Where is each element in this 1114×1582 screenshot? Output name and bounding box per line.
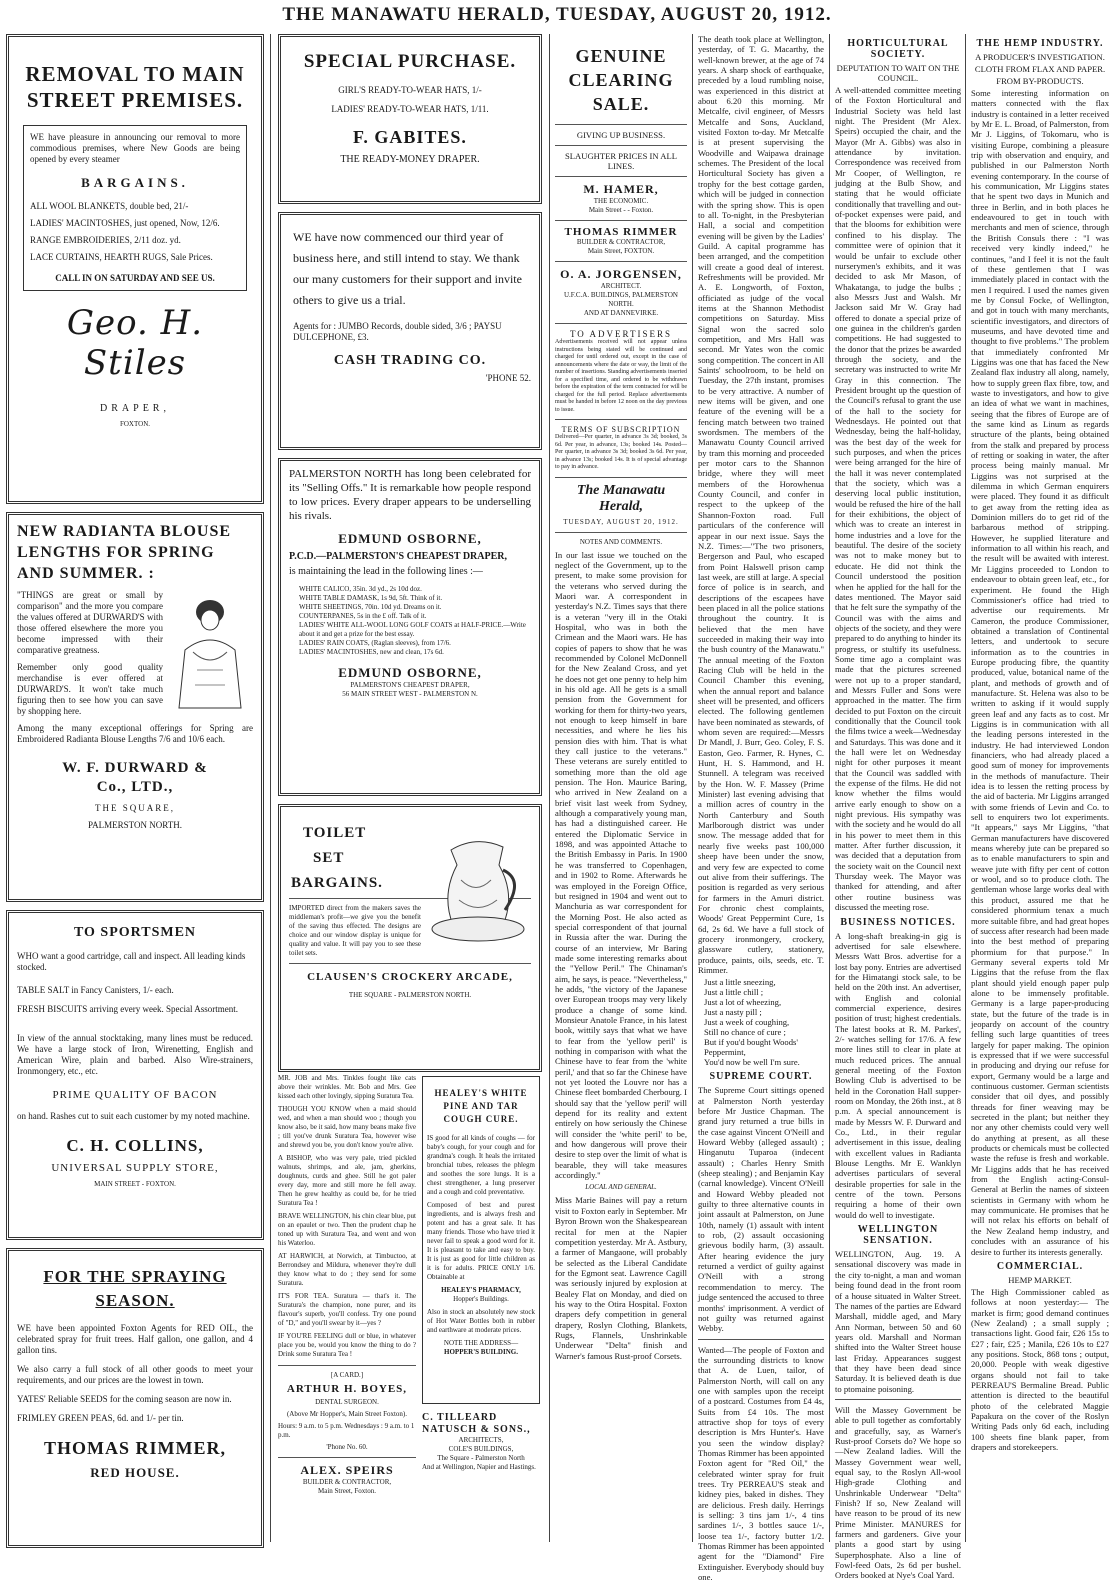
commercial-heading: COMMERCIAL. <box>996 1260 1084 1272</box>
rimmer-location: RED HOUSE. <box>90 1465 180 1480</box>
healey-p3: Also in stock an absolutely new stock of Hot Water Bottles both in rubber and earthware at moderate prices. <box>427 1308 535 1334</box>
suratura-verse: MR. JOB and Mrs. Tinkles fought like cats above their wrinkles. Mr. Bob and Mrs. Gee kissed each other lovingly, sipping Suratura Tea. <box>278 1074 416 1100</box>
rimmer-p3: YATES' Reliable SEEDS for the coming season are now in. <box>17 1394 232 1404</box>
boyes-profession: DENTAL SURGEON. <box>315 1398 379 1406</box>
gabites-sub: THE READY-MONEY DRAPER. <box>340 154 480 165</box>
boyes-card: [A CARD.] <box>330 1371 364 1379</box>
osborne-foot: EDMUND OSBORNE, <box>338 665 482 680</box>
poem-line: Just a little sneezing, <box>704 977 776 988</box>
collins-name: C. H. COLLINS, <box>66 1136 204 1155</box>
horticultural-heading: HORTICULTURAL SOCIETY. <box>847 38 949 60</box>
notes-body: In our last issue we touched on the neglect of the Government, up to the present, to make some provision for the veterans who served during the Maori war. A correspondent in yesterday's N.Z. Times says that there is a veteran "very ill in the Otaki Hospital, who was in both the Crimean and the Maori wars. He has copies of papers to show that he was recommended by Colonel McDonnell for the New Zealand Cross, and yet he does not get one penny to help him in his old age. All he gets is a small pension from the Government for working for them for thirty-two years, not enough to keep himself in bare necessities, and where he lies his pension dies with him. That is what they call justice to the veterans." These veterans are surely entitled to something more than the old age pension. The Hon. Maurice Baring, who arrived in New Zealand on a brief visit last week from Sydney, although a comparatively young man, has had a distinguished career. He entered the Diplomatic Service in 1898, and was appointed Attache to the British Embassy in Paris. In 1900 he was transferred to Copenhagen, and in 1902 to Rome. Afterwards he was employed in the Foreign Office, but resigned in 1904 and went out to Manchuria as war correspondent for the Morning Post. He also acted as special correspondent of that journal in Russia after the war. During the course of an interview, Mr Baring made some interesting remarks about the "Yellow Peril." The Chinaman's aim, he says, is peace. "Nevertheless," he adds, "the victory of the Japanese over European troops may very likely produce a change of some kind. Monsieur Anatole France, in his latest book, wittily says that what we have to fear from the 'yellow peril' is nothing in comparison with what the Chinese have to fear from the 'white peril,' and that so far the Chinese have not yet looted the Louvre nor has a Chinese fleet bombarded Cherbourg. I should say that the 'yellow peril' will depend for its reality and extent entirely on how seriously the Chinese will consider the 'white peril' to be, and how dangerous will prove their desire to step over the limit of what is bearable, they will take measures accordingly." <box>555 549 687 1181</box>
column-2 <box>278 34 542 1544</box>
osborne-intro: PALMERSTON NORTH has long been celebrated for its "Selling Offs." It is remarkable how people respond to low prices. Every draper appears to be underselling his rivals. <box>289 468 531 522</box>
osborne-foot-2: PALMERSTON'S CHEAPEST DRAPER, <box>350 681 470 689</box>
suratura-verse: BRAVE WELLINGTON, his chin clear blue, put on an epaulet or two. Then the prudent chap he toned up with Suratura Tea, and went and won his Waterloo. <box>278 1212 416 1247</box>
osborne-item: LADIES' MACINTOSHES, new and clean, 17s 6d. <box>299 648 444 656</box>
durward-ad <box>6 512 264 902</box>
column-rule <box>965 34 966 1542</box>
cash-text: WE have now commenced our third year of business here, and still intend to stay. We thank our many customers for their support and invite others to give us a trial. <box>293 230 522 307</box>
gabites-title: SPECIAL PURCHASE. <box>303 51 517 72</box>
column-5 <box>835 34 962 1581</box>
sensation-heading: WELLINGTON SENSATION. <box>857 1224 939 1247</box>
column-3 <box>555 34 687 1544</box>
collins-bacon: PRIME QUALITY OF BACON <box>52 1089 218 1101</box>
hamer-name: M. HAMER, <box>583 182 659 196</box>
hemp-market-heading: HEMP MARKET. <box>1008 1274 1072 1285</box>
suratura-verse: AT HARWICH, at Norwich, at Timbuctoo, at Berrondsey and Mildura, whenever they're dull they know what to do ; they send for some Suratura. <box>278 1252 416 1287</box>
suratura-verse: A BISHOP, who was very pale, tried pickled walnuts, shrimps, and ale, jam, gherkins, doughnuts, curds and ghee. Still he got paler every day, more and still more he fell away. Then he grew healthy as could be, for he tried Suratura Tea ! <box>278 1154 416 1207</box>
gabites-name: F. GABITES. <box>353 127 467 147</box>
suratura-verse: IT'S FOR TEA. Suratura — that's it. The Suratura's the champion, none purer, and its flavour's superb, you'll confess. Try one pound of "D," and you'll swear by it—yes ? <box>278 1292 416 1327</box>
durward-text-1: "THINGS are great or small by comparison" and the more you compare the values offered at DURWARD'S with those offered elsewhere the more you become impressed with their comparative greatness. <box>17 590 163 655</box>
terms-text: Delivered—Per quarter, in advance 3s 3d; booked, 3s 6d. Per year, in advance, 13s; booked 14s. Posted—Per quarter, in advance 3s 3d; booked 3s 6d. Per year, in advance 13s; booked 14s. It is of special advantage to pay in advance. <box>555 434 687 470</box>
advertisers-title: TO ADVERTISERS <box>569 329 673 339</box>
poem-line: Just a lot of wheezing, <box>704 997 782 1008</box>
sensation-body: WELLINGTON, Aug. 19. A sensational discovery was made in the city to-night, a man and woman being found dead in the front room of a house situated in Walter Street. The names of the parties are Edward Marshall, middle aged, and Mary Ann Norman, between 50 and 60 years old. Marshall and Norman shifted into the Walter Street house last Friday. Appearances suggest that they have been dead since Saturday. It is believed death is due to ptomaine poisoning. <box>835 1249 961 1394</box>
suratura-column <box>278 1074 416 1496</box>
collins-location: MAIN STREET - FOXTON. <box>94 1180 176 1188</box>
column-rule <box>692 34 693 1542</box>
notes-heading: NOTES AND COMMENTS. <box>579 537 663 546</box>
hamer-tag: THE ECONOMIC. <box>593 197 649 205</box>
news-body-2: Wanted—The people of Foxton and the surrounding districts to know that A. de Luen, tailor, of Palmerston North, will call on any one with samples upon the receipt of a postcard. Costumes from £4 4s, Suits from £4 10s. The most attractive shop for toys of every description is Mrs Hunter's. Have you seen the window display? Thomas Rimmer has been appointed Foxton agent for "Red Oil," the celebrated winter spray for fruit trees. Try PERREAU'S steak and kidney pies, baked in dishes. They are delicious. Fresh daily. Herrings is selling: 3 tins jam 1/-, 4 tins sardines 1/-, 3 bottles sauce 1/-, loose tea 1/-, factory butter 1/2. Thomas Rimmer has been appointed agent for the "Diamond" Fire Extinguisher. Everybody should buy one. <box>698 1344 825 1582</box>
jorgensen-also: AND AT DANNEVIRKE. <box>583 309 659 317</box>
healey-shop: HEALEY'S PHARMACY, <box>441 1286 521 1294</box>
durward-town: PALMERSTON NORTH. <box>88 820 182 830</box>
stiles-item: RANGE EMBROIDERIES, 2/11 doz. yd. <box>30 235 181 245</box>
jug-illustration <box>421 825 531 945</box>
rimmer-name: THOMAS RIMMER, <box>44 1438 226 1458</box>
osborne-item: WHITE CALICO, 35in. 3d yd., 2s 10d doz. <box>299 585 422 593</box>
column-rule <box>829 34 830 1542</box>
business-notices-body: A long-shaft breaking-in gig is advertised for sale elsewhere. Messrs Watt Bros. advertise for a lost bay pony. Entries are advertised for the Himatangi stock sale, to be held on the 20th inst. An advertiser, with English and colonial commercial experience, desires position of trust; highest credentials. The latest books at R. M. Parkes', 2/- watches selling for 17/6. A few more lines still to clear in plate at much reduced prices. The annual general meeting of the Foxton Bowling Club is advertised to be held in the Coronation Hall supper-room on Monday, the 26th inst., at 8 p.m. A special announcement is made by Messrs W. F. Durward and Co., Ltd., in their regular advertisement in this issue, dealing with excellent values in Radianta Blouse Lengths. Mr E. Wanklyn advertises particulars of several desirable properties for sale in the centre of the town. Persons requiring a home of their own would do well to investigate. <box>835 930 961 1220</box>
rimmer2-name: THOMAS RIMMER <box>564 226 678 238</box>
peppermint-poem <box>704 977 824 1067</box>
stiles-item: LACE CURTAINS, HEARTH RUGS, Sale Prices. <box>30 252 213 262</box>
healey-note: NOTE THE ADDRESS— <box>443 1339 519 1347</box>
poem-line: You'd now be well I'm sure. <box>704 1057 800 1068</box>
tilleard-also: And at Wellington, Napier and Hastings. <box>422 1463 536 1471</box>
rimmer-spray-ad <box>6 1248 264 1548</box>
suratura-verse: THOUGH YOU KNOW when a maid should wed, and when a man should woo ; though you know also, be it said, how many beans make five ; till you've drunk Suratura Tea, however wise and shrewd you be, you don't know you're alive. <box>278 1105 416 1149</box>
stiles-intro: WE have pleasure in announcing our removal to more commodious premises, where New Goods are being opened by every steamer <box>30 132 240 164</box>
durward-address: THE SQUARE, <box>95 803 175 813</box>
advertisers-text: Advertisements received will not appear unless instructions being stated will be continued and charged for until ordered out, except in the case of announcements where the date or way, the limit of the number of insertions. Standing advertisements inserted for a specified time, and ordered to be withdrawn before the expiration of the term contracted for will be charged for the full period. Replace advertisements must be handed in before 12 noon on the day previous to issue. <box>555 339 687 413</box>
stiles-item: ALL WOOL BLANKETS, double bed, 21/- <box>30 201 189 211</box>
local-body: Miss Marie Baines will pay a return visit to Foxton early in September. Mr Byron Brown won the Shakespearean recital for men at the Napier competition yesterday. Mr A. Astbury, a farmer of Mangaone, will probably be selected as the Liberal Candidate for the Egmont seat. Lawrence Cagill was seriously injured by explosion at Bealey Flat on Monday, and died on his way to the Otira Hospital. Foxton drapers defy competition in general drapery, Roslyn Clothing, Blankets, Rugs, Flannels, Unshrinkable Underwear "Delta" finish and Warner's famous Rust-proof Corsets. <box>555 1195 687 1361</box>
lady-illustration <box>167 590 253 710</box>
healey-building: Hopper's Buildings. <box>453 1295 509 1303</box>
rimmer2-trade: BUILDER & CONTRACTOR, <box>576 238 666 246</box>
stiles-call: CALL IN ON SATURDAY AND SEE US. <box>55 273 215 283</box>
boyes-hours: Hours: 9 a.m. to 5 p.m. Wednesdays : 9 a.m. to 1 p.m. <box>278 1422 415 1439</box>
boyes-address: (Above Mr Hopper's, Main Street Foxton). <box>286 1410 408 1418</box>
speirs-trade: BUILDER & CONTRACTOR, <box>302 1478 392 1486</box>
issue-date: TUESDAY, AUGUST 20, 1912. <box>563 517 679 526</box>
news-body-3: Will the Massey Government be able to pull together as comfortably and gracefully, say, as Warner's Rust-proof Corsets do? We hope so—New Zealand ladies. Will the Massey Government wear well, equal say, to the Roslyn All-wool High-grade Clothing and Unshrinkable Underwear "Delta" Finish? If so, New Zealand will have reason to be proud of its new Prime Minister. MANURES for farmers and gardeners. Give your plants a good start by using Superphosphate. Also a line of Fowl-feed Oats, 2s 6d per bushel. Orders booked at Nye's Coal Yard. <box>835 1404 961 1581</box>
jorgensen-name: O. A. JORGENSEN, <box>560 267 682 281</box>
osborne-lead: is maintaining the lead in the following lines :— <box>289 566 483 577</box>
tilleard-profession: ARCHITECTS, <box>458 1436 504 1444</box>
local-heading: LOCAL AND GENERAL. <box>585 1183 657 1192</box>
hemp-sub-3: FROM BY-PRODUCTS. <box>996 76 1084 86</box>
clausen-t2: SET <box>313 850 345 866</box>
hemp-heading: THE HEMP INDUSTRY. <box>976 38 1104 49</box>
gabites-ad <box>278 34 542 204</box>
suratura-verse: IF YOU'RE FEELING dull or blue, in whatever place you be, would you know the thing to do ? Drink some Suratura Tea ! <box>278 1332 416 1358</box>
hemp-body: Some interesting information on matters connected with the flax industry is contained in a letter received by Mr E. L. Broad, of Palmerston, from Mr J. Liggins, of Tokomaru, who is visiting Europe, combining a pleasure trip with observation and enquiry, and published in our Palmerston North evening contemporary. In the course of his communication, Mr Liggins states that he spent two days in Munich and three in Berlin, and in both places he endeavoured to get in touch with merchants and men of science, through the British Consuls there : "I was received very kindly indeed," he continues, "and I feel it is not the fault of these gentlemen that I was immediately placed in contact with the men I required. I used the names given me by Consul Focke, of Wellington, and got in touch with many merchants, scientific investigators, and directors of museums, and have devoted time and thought to five problems." The problem that immediately confronted Mr Liggins was one that has faced the New Zealand flax industry all along, namely, how to supply green flax fibre, tow, and waste to investigators, and how to give an idea of what we want in machines, seeing that the fibres of Europe are of the same kind as Linum as regards structure of the plants, being obtained from the stalk and prepared by process of retting or soaking in water, the after process being mainly manual. Mr Liggins was not surprised at the dilemma in which German enquirers were placed. They found it as difficult to get away from the retting idea as Dominion millers do to get rid of the barbarous method of stripping. However, he supplied literature and information to all within his reach, and the result will be awaited with interest. Mr Liggins proceeded to London to endeavour to obtain green leaf, etc., for experiment. He found the High Commissioner's office had tried to advertise our requirements. Mr Cameron, the produce Commissioner, obtained a translation of Continental letters, and undertook to secure information as to the countries in Europe producing fibre, the quantity produced, value, botanical name of the plant, and methods of growth and of manufacture. St. Helena was also to be written to asking if it would supply green leaf and any facts as to cost. Mr Liggins is in communication with all the leading persons interested in the industry. He had interviewed London financiers, who had already placed a good sum of money for improvements in the methods of manufacture. Their idea is to lessen the retting process by the aid of bacteria. Mr Liggins arranged with some friends of Levin and Co. to sell to enquirers two lot experiments. "It appears," says Mr Liggins, "that German manufacturers have discovered means whereby jute can be prepared so as to enable manufacturers to spin and weave jute with fifty per cent of cotton or wool, and so to produce cloth. The gentleman whose large works deal with this product, assured me that he considered phormium tenax a much more suitable fibre, and had great hopes of success after research had been made into the best method of preparing phormium for that purpose." In Germany several experts told Mr Liggins that the refuse from the flax plant should yield enough paper pulp alone to be immensely profitable. Germany is a large paper-producing state, but the future of the trade is in jeopardy on account of the country felling such large quantities of trees largely for paper making. The opinion is expressed that if we were successful in producing and drying our refuse for export, Germany would be a large and continuous customer. German scientists consider that oil dyes, and possibly threads for finer weaving may be secreted in the plant; but neither they nor any other chemists could very well do anything at present, as all these products or chemicals must be collected waste the refuse is fresh and workable. Mr Liggins adds that he has received from the English acting-Consul-General at Berlin the names of sixteen scientists in Germany with whom he may communicate. He promises that he will not relax his efforts on behalf of the New Zealand hemp industry, and concludes with an assurance of his desire to further its interests generally. <box>971 88 1109 1257</box>
healey-p1: IS good for all kinds of coughs — for baby's cough, for your cough and for grandma's cough. It heals the irritated bronchial tubes, releases the phlegm and soothes the sore lungs. It is a chest strengthener, a lung preserver and a cough and cold preventative. <box>427 1134 535 1196</box>
rimmer-p2: We also carry a full stock of all other goods to meet your requirements, and our prices are the lowest in town. <box>17 1364 253 1385</box>
horticultural-sub: DEPUTATION TO WAIT ON THE COUNCIL. <box>836 63 960 83</box>
supreme-court-body: The Supreme Court sittings opened at Palmerston North yesterday before Mr Justice Chapman. The grand jury returned a true bills in the case against Vincent O'Neill and Howard Webby (alleged assault) ; Hinganutu Tuparoa (indecent assault) ; Charles Henry Smith (sheep stealing) ; and Benjamin Kay (carnal knowledge). Vincent O'Neill and Howard Webby pleaded not guilty to three alternative counts in joint assault at Palmerston, on June 10th, namely (1) assault with intent to rob, (2) assault occasioning grievous bodily harm, (3) assault. After hearing evidence the jury returned a verdict of guilty against O'Neill with a strong recommendation to mercy. The judge sentenced the accused to three months' imprisonment. A verdict of not guilty was returned against Webby. <box>698 1085 824 1334</box>
osborne-item: LADIES' RAIN COATS, (Raglan sleeves), from 17/6. <box>299 639 451 647</box>
collins-ad <box>6 910 264 1240</box>
business-notices-heading: BUSINESS NOTICES. <box>840 916 956 928</box>
poem-line: Just a little chill ; <box>704 987 764 998</box>
osborne-address: 56 MAIN STREET WEST - PALMERSTON N. <box>342 690 478 698</box>
healey-address: HOPPER'S BUILDING. <box>444 1348 518 1356</box>
cash-agents: Agents for : JUMBO Records, double sided, 3/6 ; PAYSU DULCEPHONE, £3. <box>293 321 502 342</box>
healey-ad <box>422 1076 540 1472</box>
collins-p2: TABLE SALT in Fancy Canisters, 1/- each. <box>17 985 174 995</box>
hamer-title: GENUINE CLEARING SALE. <box>568 46 674 114</box>
gabites-line-2: LADIES' READY-TO-WEAR HATS, 1/11. <box>331 104 489 114</box>
boyes-phone: 'Phone No. 60. <box>326 1443 368 1451</box>
paper-name: The Manawatu Herald, <box>576 482 666 514</box>
rimmer-p1: WE have been appointed Foxton Agents for RED OIL, the celebrated spray for fruit trees. Half gallon, one gallon, and 4 gallon tins. <box>17 1323 253 1355</box>
speirs-name: ALEX. SPEIRS <box>300 1463 394 1477</box>
osborne-item: COUNTERPANES, 5s in the £ off. Talk of it. <box>299 612 427 620</box>
hamer-sub-1: GIVING UP BUSINESS. <box>576 130 666 140</box>
clausen-t3: BARGAINS. <box>291 875 383 891</box>
poem-line: Still no chance of cure ; <box>704 1027 786 1038</box>
rimmer-p4: FRIMLEY GREEN PEAS, 6d. and 1/- per tin. <box>17 1413 184 1423</box>
horticultural-body: A well-attended committee meeting of the Foxton Horticultural and Industrial Society was held last night. The President (Mr Alex. Speirs) occupied the chair, and the Mayor (Mr A. Gibbs) was also in attendance by invitation. Correspondence was received from Mr Cooper, of Wellington, re judging at the Bulb Show, and stating that he would officiate conditionally that travelling and out-of-pocket expenses were paid, and that the blooms for exhibition were confined to his display. The committee were of opinion that it would be unfair to exclude other nurserymen's exhibits, and it was decided to ask Mr Mason, of Whakatanga, to judge the bulbs ; also Messrs Just and Walsh. Mr Jackson said Mr W. Gray had offered to donate a special prize of one guinea in the children's garden competitions. He had suggested to the donor that the prizes be awarded through the society, and the secretary was instructed to write Mr Gray in this connection. The President brought up the question of the Council's refusal to grant the use of the hall to the society for Wednesdays. He pointed out that Wednesday, being the half-holiday, was the best day of the week for such purposes, and when the prices were being arranged for the hire of the hall it was never contemplated that the society, which was a deserving local public institution, would be refused the hire of the hall for their exhibitions, the object of which was to create an interest in home industries and a love for the beautiful. The desire of the society was not to make money but to educate. He did not think the Council understood the position when he applied for the hall for the dates mentioned. The Mayor said that he felt sure the sympathy of the Council was with the aims and objects of the society, and they were prepared to do anything to hinder its progress, or stultify its usefulness. Some time ago a complaint was made that the pictures screened were not up to a proper standard, and Messrs Fuller and Sons were approached in the matter. The firm decided to put Foxton on the circuit conditionally that the Council took the films twice a week—Wednesday and Saturdays. This was done and it the hall were let on Wednesday night for other purposes it meant that the Council was saddled with the expense of the films. He did not know whether the films would arrive early enough to show on a night previous. His sympathy was with the society and he would do all in his power to meet them in this matter. After further discussion, it was decided that a deputation from the society wait on the Council next Thursday week. The Mayor was thanked for attending, and after other routine business was discussed the meeting rose. <box>835 85 962 913</box>
hamer-address: Main Street - - Foxton. <box>588 206 654 214</box>
osborne-pcd: P.C.D.—PALMERSTON'S CHEAPEST DRAPER, <box>289 551 507 562</box>
boyes-name: ARTHUR H. BOYES, <box>286 1383 408 1395</box>
poem-line: But if you'd bought Woods' Peppermint, <box>704 1037 798 1058</box>
healey-title: HEALEY'S WHITE PINE AND TAR COUGH CURE. <box>434 1088 528 1124</box>
clausen-ad <box>278 804 542 1072</box>
stiles-item: LADIES' MACINTOSHES, just opened, Now, 12/6. <box>30 218 220 228</box>
clausen-address: THE SQUARE - PALMERSTON NORTH. <box>348 991 472 999</box>
cash-phone: 'PHONE 52. <box>485 373 531 383</box>
clausen-text: IMPORTED direct from the makers saves the middleman's profit—we give you the benefit of the saving thus effected. The designs are choice and our window display is unique for quality and value. It will pay you to see these toilet sets. <box>289 904 421 957</box>
durward-text-3: Among the many exceptional offerings for Spring are Embroidered Radianta Blouse Lengths 7/6 and 10/6 each. <box>17 723 253 744</box>
osborne-ad <box>278 458 542 796</box>
supreme-court-heading: SUPREME COURT. <box>709 1071 813 1083</box>
column-6 <box>971 34 1109 1544</box>
hamer-sub-2: SLAUGHTER PRICES IN ALL LINES. <box>565 151 677 171</box>
tilleard-name: C. TILLEARD NATUSCH & SONS., <box>422 1412 531 1435</box>
commercial-body: The High Commissioner cabled as follows at noon yesterday:— The market is firm; good demand continues (New Zealand) ; a small supply ; transactions light. Good fair, £26 15s to £27 ; fair, £25 ; Manila, £26 10s to £27 any positions. Stock, 868 tons ; output, 20,000. People with weak digestive organs should not fail to take PERREAU'S Bermaline Bread. Public attention is directed to the beautiful photo of the celebrated Maggie Papakura on the cover of the Roslyn Writing Pads only 6d each, including 100 sheets fine blank paper, from drapers and storekeepers. <box>971 1286 1109 1452</box>
cash-name: CASH TRADING CO. <box>333 353 487 368</box>
durward-title: NEW RADIANTA BLOUSE LENGTHS FOR SPRING AND SUMMER. : <box>17 523 232 582</box>
stiles-title: REMOVAL TO MAIN STREET PREMISES. <box>25 62 245 112</box>
column-rule <box>270 34 271 1542</box>
cash-trading-ad <box>278 212 542 450</box>
osborne-item: LADIES' WHITE ALL-WOOL LONG GOLF COATS at HALF-PRICE.—Write about it and get a prize for the best essay. <box>299 621 526 638</box>
collins-p1: WHO want a good cartridge, call and inspect. All leading kinds stocked. <box>17 951 246 972</box>
tilleard-address: The Square - Palmerston North <box>437 1454 525 1462</box>
clausen-name: CLAUSEN'S CROCKERY ARCADE, <box>307 971 513 983</box>
column-4 <box>698 34 825 1582</box>
stiles-bargains: BARGAINS. <box>81 175 189 190</box>
terms-title: TERMS OF SUBSCRIPTION <box>561 425 681 434</box>
poem-line: Just a week of coughing, <box>704 1017 790 1028</box>
jorgensen-profession: ARCHITECT. <box>600 282 642 290</box>
poem-line: Just a nasty pill ; <box>704 1007 762 1018</box>
collins-title: TO SPORTSMEN <box>73 925 197 940</box>
speirs-address: Main Street, Foxton. <box>318 1487 376 1495</box>
osborne-item: WHITE SHEETINGS, 70in. 10d yd. Dreams on it. <box>299 603 442 611</box>
durward-text-2: Remember only good quality merchandise is ever offered at DURWARD'S. It won't take much figuring then to see how you can save by shopping here. <box>17 662 163 716</box>
stiles-town: FOXTON. <box>119 420 150 428</box>
column-1 <box>6 34 264 1544</box>
collins-p4: In view of the annual stocktaking, many lines must be reduced. We have a large stock of Iron, Wirenetting, English and American Wire, plain and barbed. Also Wire-strainers, Ironmongery, etc., etc. <box>17 1033 253 1076</box>
healey-p2: Composed of best and purest ingredients, and is always fresh and potent and has a great sale. It has many friends. Those who have tried it never fail to speak a good word for it. It is pleasant to take and easy to buy. It is just as good for little children as it is for adults. PRICE ONLY 1/6. Obtainable at <box>427 1201 535 1281</box>
jorgensen-address: U.F.C.A. BUILDINGS, PALMERSTON NORTH. <box>564 291 678 308</box>
osborne-name: EDMUND OSBORNE, <box>338 531 482 546</box>
stiles-ad <box>6 34 264 504</box>
stiles-signature: Geo. H. Stiles <box>66 303 204 383</box>
gabites-line-1: GIRL'S READY-TO-WEAR HATS, 1/- <box>338 85 482 95</box>
stiles-draper: DRAPER, <box>100 403 170 414</box>
tilleard-building: COLE'S BUILDINGS, <box>448 1445 514 1453</box>
stiles-inner <box>23 125 247 291</box>
news-body-1: The death took place at Wellington, yesterday, of T. G. Macarthy, the well-known brewer, at the age of 74 years. A sharp shock of earthquake, preceded by a loud rumbling noise, was experienced in this district at about 6.20 this morning. Mr Metcalfe, civil engineer, of Messrs Metcalfe and Sons, Auckland, visited Foxton to-day. Mr Metcalfe is at present supervising the Woodville and Waipawa drainage schemes. The President of the local Horticultural Society has given a trophy for the best cottage garden, which will be judged in connection with the spring show. This is open to all. To-night, in the Presbyterian Hall, a social and competition evening will be given by the Ladies' Guild. A capital programme has been arranged, and the competition will create a good deal of interest. Refreshments will be provided. Mr A. E. Longworth, of Foxton, officiated as judge of the vocal items at the Shannon Methodist competitions on Saturday. Miss Signal won the sacred solo competition, and Mrs Hall was second. Mr Yates won the comic song competition. The concert in All Saints' schoolroom, to be held on Tuesday, the 27th instant, promises to be very attractive. A number of new items will be given, and one feature of the evening will be a fencing match between two trained swordsmen. The members of the Manawatu County Council arrived by tram this morning and proceeded per motor cars to the Shannon bridge, where they will meet members of the Horowhenua County Council, and confer in respect to the upkeep of the Shannon-Foxton road. Full particulars of the conference will appear in our next issue. Says the N.Z. Times:—"The two prisoners, Bergerson and Paul, who escaped from Point Halswell prison camp last week, are still at large. A special force of police is in search, and descriptions of the escapees have been placed in all the police stations throughout the country. It is believed that the men have succeeded in making their way into the bush country of the Manawatu." The annual meeting of the Foxton Racing Club will be held in the Council Chamber this evening, when the annual report and balance sheet will be presented, and officers elected. The following gentlemen have been nominated as stewards, of whom seven are required:—Messrs Dr Mandl, J. Burr, Geo. Coley, F. S. Easton, Geo. Farmer, R. Hynes, C. Hunt, H. S. Hammond, and H. Stunnell. A telegram was received by the Hon. W. F. Massey (Prime Minister) last evening advising that a million acres of country in the North Canterbury and South Marlborough district was under snow. The message added that for nearly five weeks past 100,000 sheep have been under the snow, and very few are expected to come out alive from their sufferings. The position is regarded as very serious for farmers in the Amuri district. For chronic chest complaints, Woods' Great Peppermint Cure, 1s 6d, 2s 6d. We have a full stock of grocery ironmongery, crockery, glassware cutlery, stationery, produce, paints, oils, seeds, etc. T. Rimmer. <box>698 34 824 975</box>
collins-p3: FRESH BISCUITS arriving every week. Special Assortment. <box>17 1004 238 1014</box>
masthead: THE MANAWATU HERALD, TUESDAY, AUGUST 20, 1912. <box>282 4 832 25</box>
rimmer-spray-title: FOR THE SPRAYING SEASON. <box>43 1267 227 1310</box>
clausen-t1: TOILET <box>303 825 367 841</box>
rimmer2-address: Main Street, FOXTON. <box>587 247 655 255</box>
hemp-sub-2: CLOTH FROM FLAX AND PAPER. <box>974 64 1106 74</box>
collins-store: UNIVERSAL SUPPLY STORE, <box>51 1162 219 1174</box>
column-rule <box>549 34 550 1542</box>
collins-p5: on hand. Rashes cut to suit each customer by my noted machine. <box>17 1111 250 1121</box>
hemp-sub-1: A PRODUCER'S INVESTIGATION. <box>975 52 1105 62</box>
durward-firm: W. F. DURWARD & Co., LTD., <box>62 760 208 795</box>
osborne-item: WHITE TABLE DAMASK, 1s 9d, 5ft. Think of it. <box>299 594 443 602</box>
